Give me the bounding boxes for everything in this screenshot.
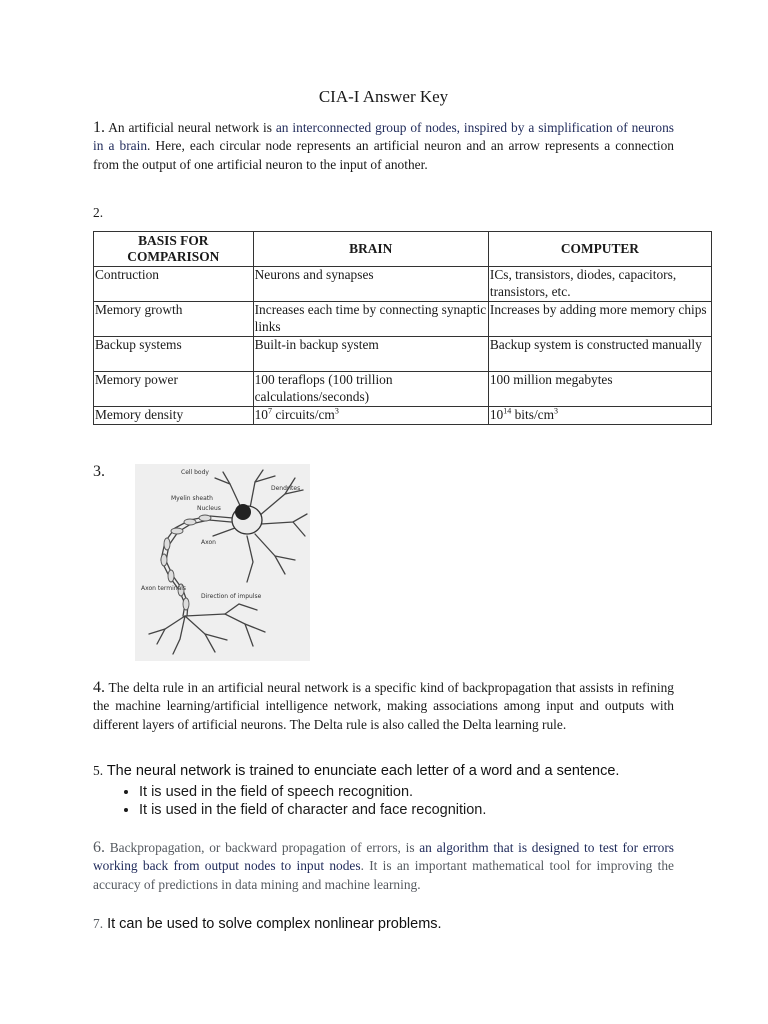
density-computer-unit: bits/cm (511, 407, 555, 422)
answer-5-number: 5. (93, 763, 104, 778)
density-brain-exp: 7 (267, 406, 272, 416)
brain-vs-computer-table (93, 231, 712, 425)
answer-5 (93, 762, 674, 780)
answer-4-number: 4. (93, 679, 105, 696)
label-direction-of-impulse: Direction of impulse (201, 593, 262, 600)
label-axon-terminals: Axon terminals (141, 585, 187, 592)
cell-basis: Contruction (94, 267, 254, 302)
cell-basis: Memory power (94, 372, 254, 407)
answer-6-number: 6. (93, 839, 105, 856)
header-computer: COMPUTER (488, 232, 711, 267)
answer-7 (93, 915, 674, 933)
neuron-illustration (135, 464, 310, 661)
label-nucleus: Nucleus (197, 505, 221, 512)
answer-6-highlight: an algorithm that is designed to test for errors working back from output nodes to input nodes (93, 840, 674, 874)
table-row (94, 337, 712, 372)
answer-5-bullets (93, 783, 486, 819)
neuron-diagram (135, 464, 310, 661)
density-brain-base: 10 (254, 407, 268, 422)
label-dendrites: Dendrites (271, 485, 301, 492)
cell-computer: ICs, transistors, diodes, capacitors, transistors, etc. (488, 267, 711, 302)
cell-computer: 100 million megabytes (488, 372, 711, 407)
cell-brain: Increases each time by connecting synaptic links (253, 302, 488, 337)
answer-1-number: 1. (93, 119, 105, 136)
density-brain-unit-exp: 3 (334, 406, 339, 416)
answer-5-text: The neural network is trained to enunciate each letter of a word and a sentence. (103, 763, 620, 779)
density-computer-exp: 14 (503, 406, 512, 416)
table-row (94, 302, 712, 337)
cell-brain: 100 teraflops (100 trillion calculations/seconds) (253, 372, 488, 407)
density-brain-unit: circuits/cm (271, 407, 335, 422)
density-computer-unit-exp: 3 (554, 406, 559, 416)
cell-basis: Backup systems (94, 337, 254, 372)
label-axon: Axon (201, 539, 216, 546)
answer-6-text-end: . It is an important mathematical tool for improving the accuracy of predictions in data mining and machine learning. (93, 858, 674, 892)
answer-6-text-start: Backpropagation, or backward propagation of errors, is (105, 840, 420, 855)
answer-4-text: The delta rule in an artificial neural network is a specific kind of backpropagation that assists in refining the machine learning/artificial intelligence network, making associations among input and outputs with different layers of artificial neurons. The Delta rule is also called the Delta learning rule. (93, 680, 674, 732)
answer-1 (93, 119, 674, 174)
cell-basis: Memory density (94, 407, 254, 425)
answer-1-text-start: An artificial neural network is (105, 120, 272, 135)
table-row (94, 372, 712, 407)
cell-brain: Built-in backup system (253, 337, 488, 372)
density-computer-base: 10 (489, 407, 504, 422)
page-title: CIA-I Answer Key (318, 87, 449, 106)
answer-3-number: 3. (93, 463, 105, 480)
label-cell-body: Cell body (181, 469, 209, 476)
cell-computer (488, 407, 711, 425)
answer-4 (93, 679, 674, 734)
table-row (94, 267, 712, 302)
cell-computer: Backup system is constructed manually (488, 337, 711, 372)
answer-6 (93, 839, 674, 894)
header-brain: BRAIN (253, 232, 488, 267)
cell-computer: Increases by adding more memory chips (488, 302, 711, 337)
answer-7-text: It can be used to solve complex nonlinear problems. (103, 916, 442, 932)
answer-1-text-end: . Here, each circular node represents an artificial neuron and an arrow represents a connection from the output of one artificial neuron to the input of another. (93, 138, 674, 172)
cell-brain: Neurons and synapses (253, 267, 488, 302)
answer-7-number: 7. (93, 916, 104, 931)
list-item: • It is used in the field of character and face recognition. (139, 801, 486, 819)
cell-brain (253, 407, 488, 425)
table-row (94, 407, 712, 425)
table-header-row (94, 232, 712, 267)
cell-basis: Memory growth (94, 302, 254, 337)
answer-2-number: 2. (93, 205, 104, 220)
label-myelin-sheath: Myelin sheath (171, 495, 213, 502)
header-basis: BASIS FOR COMPARISON (94, 232, 254, 267)
answer-1-highlight: an interconnected group of nodes, inspired by a simplification of neurons in a brain (93, 120, 674, 154)
list-item: • It is used in the field of speech recognition. (139, 783, 486, 801)
